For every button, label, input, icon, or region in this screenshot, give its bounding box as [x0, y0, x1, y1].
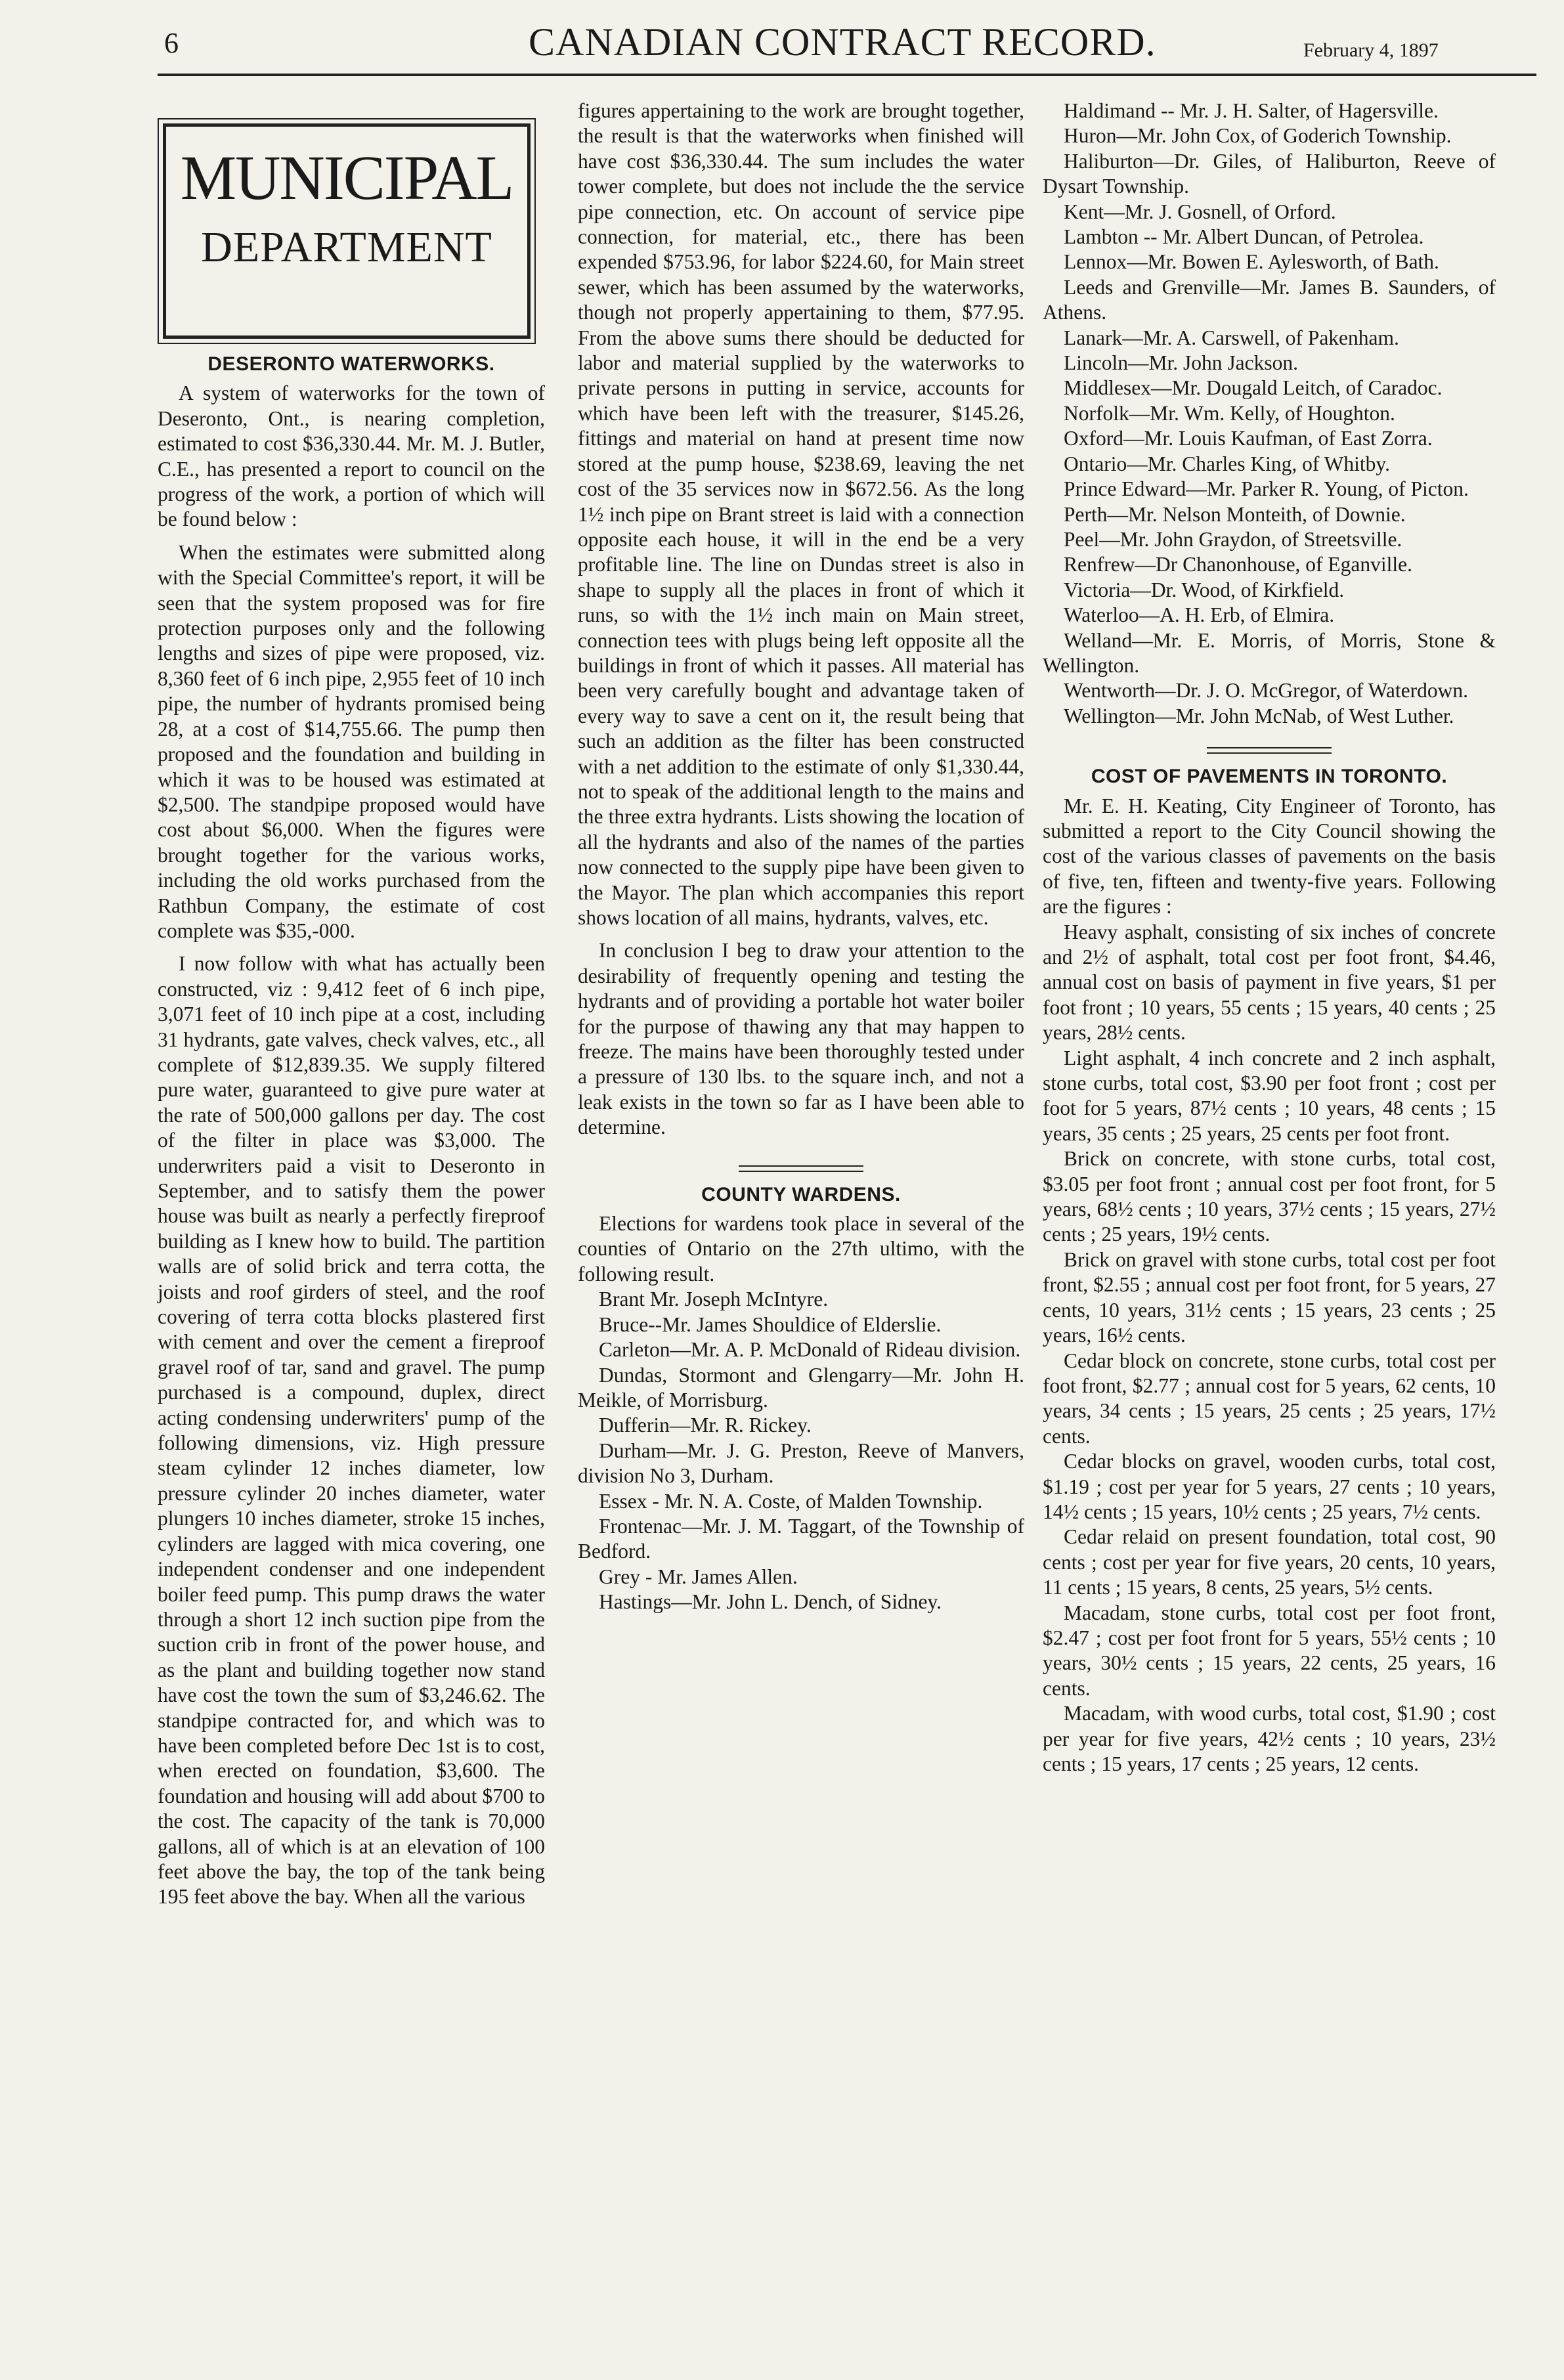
pavements-paragraph: Mr. E. H. Keating, City Engineer of Toronto, has submitted a report to the City Council showing the cost of the various classes of pavements on the basis of five, ten, fifteen and twenty-five years. Following are the figures : — [1043, 794, 1496, 919]
warden-entry: Lambton -- Mr. Albert Duncan, of Petrolea. — [1064, 225, 1424, 249]
issue-date: February 4, 1897 — [1303, 39, 1439, 61]
warden-entry: Perth—Mr. Nelson Monteith, of Downie. — [1064, 502, 1406, 526]
warden-entry: Essex - Mr. N. A. Coste, of Malden Township. — [599, 1489, 983, 1513]
pavements-paragraph: Heavy asphalt, consisting of six inches of concrete and 2½ of asphalt, total cost per foot front, $4.46, annual cost on basis of payment in five years, $1 per foot front ; 10 years, 55 cents ; 15 years, 40 cents ; 25 years, 28½ cents. — [1043, 920, 1496, 1045]
warden-entry: Ontario—Mr. Charles King, of Whitby. — [1064, 452, 1390, 475]
deseronto-paragraph: In conclusion I beg to draw your attention to the desirability of frequently opening and testing the hydrants and of providing a portable hot water boiler for the purpose of thawing any that may happen to freeze. The mains have been thoroughly tested under a pressure of 130 lbs. to the square inch, and not a leak exists in the town so far as I have been able to determine. — [578, 939, 1024, 1139]
warden-entry: Welland—Mr. E. Morris, of Morris, Stone & Wellington. — [1043, 628, 1496, 677]
warden-entry: Victoria—Dr. Wood, of Kirkfield. — [1064, 578, 1345, 601]
column-1 — [158, 98, 545, 1910]
pavements-heading: COST OF PAVEMENTS IN TORONTO. — [1091, 766, 1448, 788]
warden-entry: Durham—Mr. J. G. Preston, Reeve of Manvers, division No 3, Durham. — [578, 1439, 1024, 1488]
warden-entry: Dufferin—Mr. R. Rickey. — [599, 1414, 812, 1437]
warden-entry: Huron—Mr. John Cox, of Goderich Township. — [1064, 124, 1452, 148]
warden-entry: Norfolk—Mr. Wm. Kelly, of Houghton. — [1064, 401, 1395, 425]
column-2 — [578, 98, 1024, 1615]
warden-entry: Frontenac—Mr. J. M. Taggart, of the Township of Bedford. — [578, 1514, 1024, 1563]
warden-entry: Prince Edward—Mr. Parker R. Young, of Picton. — [1064, 477, 1469, 501]
warden-entry: Grey - Mr. James Allen. — [599, 1565, 798, 1588]
deseronto-heading: DESERONTO WATERWORKS. — [207, 353, 495, 375]
warden-entry: Leeds and Grenville—Mr. James B. Saunders, of Athens. — [1043, 275, 1496, 324]
pavements-paragraph: Macadam, stone curbs, total cost per foot front, $2.47 ; cost per foot front for 5 years, 55½ cents ; 10 years, 30½ cents ; 15 years, 22 cents, 25 years, 16 cents. — [1043, 1601, 1496, 1700]
warden-entry: Dundas, Stormont and Glengarry—Mr. John H. Meikle, of Morrisburg. — [578, 1363, 1024, 1412]
warden-entry: Hastings—Mr. John L. Dench, of Sidney. — [599, 1590, 942, 1614]
municipal-department-logo — [163, 123, 531, 339]
warden-entry: Haldimand -- Mr. J. H. Salter, of Hagersville. — [1064, 99, 1439, 122]
warden-entry: Peel—Mr. John Graydon, of Streetsville. — [1064, 527, 1402, 551]
pavements-paragraph: Light asphalt, 4 inch concrete and 2 inch asphalt, stone curbs, total cost, $3.90 per foot front ; cost per foot for 5 years, 87½ cents ; 10 years, 48 cents ; 15 years, 35 cents ; 25 years, 25 cents per foot front. — [1043, 1046, 1496, 1145]
warden-entry: Bruce--Mr. James Shouldice of Elderslie. — [599, 1312, 942, 1336]
masthead-title: CANADIAN CONTRACT RECORD. — [529, 20, 1156, 64]
section-divider — [1207, 747, 1332, 754]
warden-entry: Lanark—Mr. A. Carswell, of Pakenham. — [1064, 326, 1399, 349]
warden-entry: Brant Mr. Joseph McIntyre. — [599, 1287, 829, 1311]
warden-entry: Waterloo—A. H. Erb, of Elmira. — [1064, 603, 1335, 627]
warden-entry: Wellington—Mr. John McNab, of West Luther. — [1064, 704, 1454, 727]
warden-entry: Kent—Mr. J. Gosnell, of Orford. — [1064, 200, 1336, 223]
warden-entry: Lennox—Mr. Bowen E. Aylesworth, of Bath. — [1064, 250, 1439, 274]
deseronto-paragraph: When the estimates were submitted along with the Special Committee's report, it will be seen that the system proposed was for fire protection purposes only and the following lengths and sizes of pipe were proposed, viz. 8,360 feet of 6 inch pipe, 2,955 feet of 10 inch pipe, the number of hydrants promised being 28, at a cost of $14,755.66. The pump then proposed and the foundation and building in which it was to be housed was estimated at $2,500. The standpipe proposed would have cost about $6,000. When the figures were brought together for the various works, including the old works purchased from the Rathbun Company, the estimate of cost complete was $35,-000. — [158, 540, 545, 942]
pavements-paragraph: Cedar block on concrete, stone curbs, total cost per foot front, $2.77 ; annual cost for 5 years, 62 cents, 10 years, 34 cents ; 15 years, 25 cents ; 25 years, 17½ cents. — [1043, 1349, 1496, 1448]
logo-line-1: MUNICIPAL — [180, 142, 513, 213]
pavements-paragraph: Brick on gravel with stone curbs, total cost per foot front, $2.55 ; annual cost per foot front, for 5 years, 27 cents, 10 years, 31½ cents ; 15 years, 23 cents ; 25 years, 16½ cents. — [1043, 1247, 1496, 1347]
pavements-paragraph: Brick on concrete, with stone curbs, total cost, $3.05 per foot front ; annual cost per foot front, for 5 years, 68½ cents ; 10 years, 37½ cents ; 15 years, 27½ cents ; 25 years, 19½ cents. — [1043, 1147, 1496, 1246]
deseronto-paragraph: I now follow with what has actually been constructed, viz : 9,412 feet of 6 inch pipe, 3,071 feet of 10 inch pipe at a cost, including 31 hydrants, gate valves, check valves, etc., all complete of $12,839.35. We supply filtered pure water, guaranteed to give pure water at the rate of 500,000 gallons per day. The cost of the filter in place was $3,000. The underwriters paid a visit to Deseronto in September, and to satisfy them the power house was built as nearly a perfectly fireproof building as I knew how to build. The partition walls are of solid brick and terra cotta, the joists and roof girders of steel, and the roof covering of terra cotta blocks plastered first with cement and over the cement a fireproof gravel roof of tar, sand and gravel. The pump purchased is a compound, duplex, direct acting condensing underwriters' pump of the following dimensions, viz. High pressure steam cylinder 12 inches diameter, low pressure cylinder 20 inches diameter, water plungers 10 inches diameter, stroke 15 inches, cylinders are lagged with mica covering, one independent condenser and one independent boiler feed pump. This pump draws the water through a short 12 inch suction pipe from the suction crib in front of the power house, and as the plant and building together now stand have cost the town the sum of $3,246.62. The standpipe contracted for, and which was to have been completed before Dec 1st is to cost, when erected on foundation, $3,600. The foundation and housing will add about $700 to the cost. The capacity of the tank is 70,000 gallons, all of which is at an elevation of 100 feet above the bay, the top of the tank being 195 feet above the bay. When all the various — [158, 952, 545, 1909]
warden-entry: Haliburton—Dr. Giles, of Haliburton, Reeve of Dysart Township. — [1043, 149, 1496, 198]
warden-entry: Lincoln—Mr. John Jackson. — [1064, 351, 1298, 375]
warden-entry: Carleton—Mr. A. P. McDonald of Rideau division. — [599, 1338, 1021, 1362]
wardens-intro: Elections for wardens took place in several of the counties of Ontario on the 27th ultimo, with the following result. — [578, 1212, 1024, 1286]
header-rule — [158, 74, 1536, 76]
wardens-heading: COUNTY WARDENS. — [701, 1183, 901, 1205]
deseronto-paragraph: A system of waterworks for the town of Deseronto, Ont., is nearing completion, estimated to cost $36,330.44. Mr. M. J. Butler, C.E., has presented a report to council on the progress of the work, a portion of which will be found below : — [158, 381, 545, 531]
pavements-paragraph: Macadam, with wood curbs, total cost, $1.90 ; cost per year for five years, 42½ cents ; 10 years, 23½ cents ; 15 years, 17 cents ; 25 years, 12 cents. — [1043, 1702, 1496, 1775]
logo-line-2: DEPARTMENT — [201, 223, 492, 271]
column-3 — [1043, 98, 1496, 1777]
pavements-paragraph: Cedar relaid on present foundation, total cost, 90 cents ; cost per year for five years, 20 cents, 10 years, 11 cents ; 15 years, 8 cents, 25 years, 5½ cents. — [1043, 1525, 1496, 1599]
section-divider — [739, 1165, 863, 1172]
warden-entry: Oxford—Mr. Louis Kaufman, of East Zorra. — [1064, 427, 1433, 450]
warden-entry: Middlesex—Mr. Dougald Leitch, of Caradoc. — [1064, 376, 1443, 400]
deseronto-paragraph: figures appertaining to the work are brought together, the result is that the waterworks when finished will have cost $36,330.44. The sum includes the water tower complete, but does not include the the service pipe connection, etc. On account of service pipe connection, for material, etc., there has been expended $753.96, for labor $224.60, for Main street sewer, which has been assumed by the waterworks, though not properly appertaining to them, $77.95. From the above sums there should be deducted for labor and material supplied by the waterworks to private persons in putting in service, accounts for which have been left with the treasurer, $145.26, fittings and material on hand at present time now stored at the pump house, $238.69, leaving the net cost of the 35 services now in $672.56. As the long 1½ inch pipe on Brant street is laid with a connection opposite each house, it will in the end be a very profitable line. The line on Dundas street is also in shape to supply all the places in front of which it runs, so with the 1½ inch main on Main street, connection tees with plugs being left opposite all the buildings in front of which it passes. All material has been very carefully bought and advantage taken of every way to save a cent on it, the result being that such an addition as the filter has been constructed with a net addition to the estimate of only $1,330.44, not to speak of the additional length to the mains and the three extra hydrants. Lists showing the location of all the hydrants and also of the names of the parties now connected to the supply pipe have been given to the Mayor. The plan which accompanies this report shows location of all mains, hydrants, valves, etc. — [578, 99, 1024, 929]
pavements-paragraph: Cedar blocks on gravel, wooden curbs, total cost, $1.19 ; cost per year for 5 years, 27 cents ; 10 years, 14½ cents ; 15 years, 10½ cents ; 25 years, 7½ cents. — [1043, 1450, 1496, 1523]
warden-entry: Renfrew—Dr Chanonhouse, of Eganville. — [1064, 553, 1412, 576]
warden-entry: Wentworth—Dr. J. O. McGregor, of Waterdown. — [1064, 679, 1468, 703]
page-number: 6 — [164, 27, 179, 59]
